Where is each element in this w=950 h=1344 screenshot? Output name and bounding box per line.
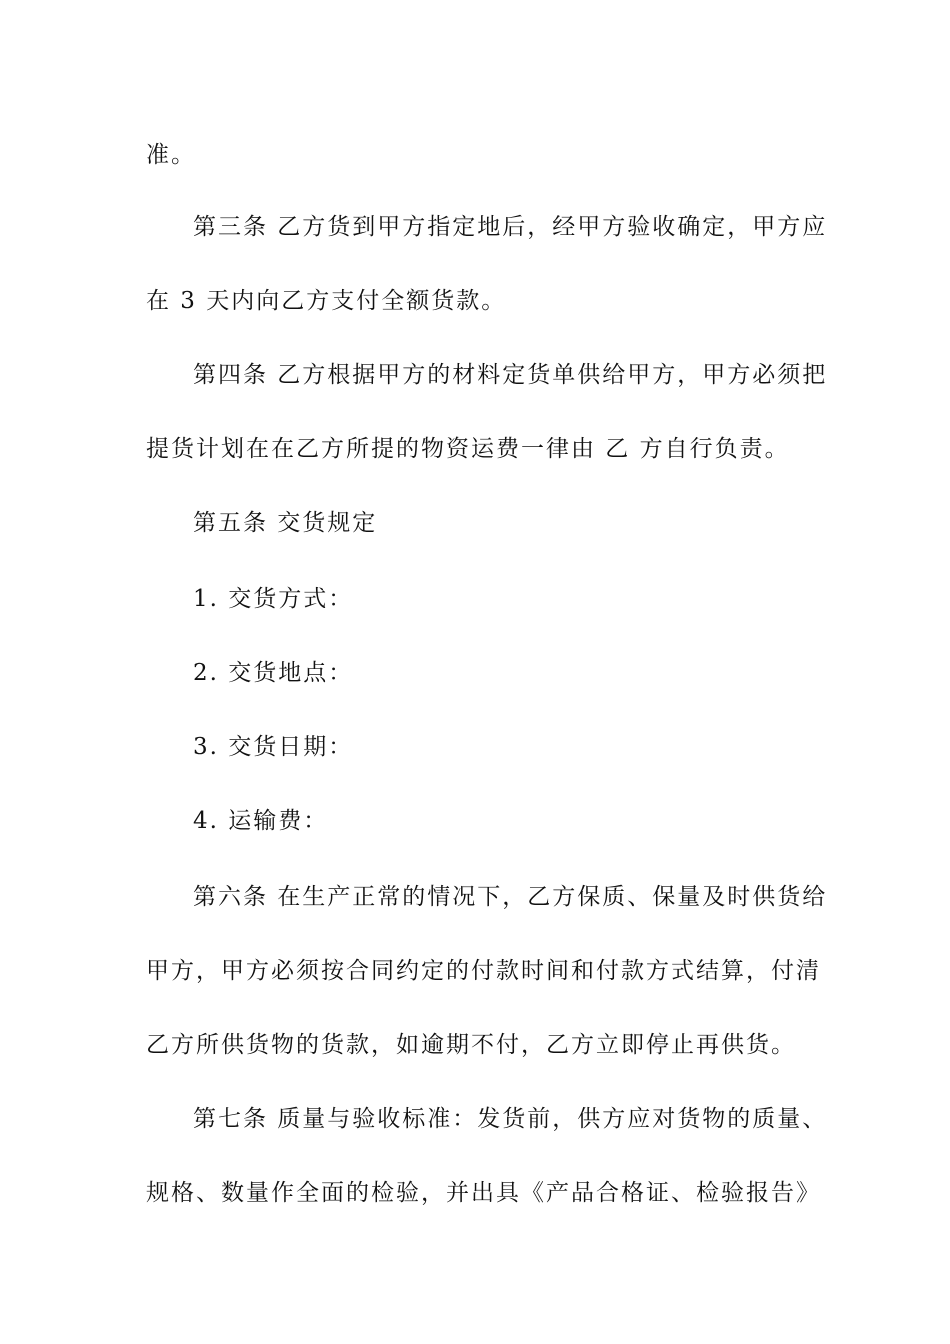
article-5-heading: 第五条 交货规定 xyxy=(193,510,378,536)
delivery-date-item: 3. 交货日期： xyxy=(193,734,354,760)
text-line-1: 准。 xyxy=(146,142,196,168)
article-6-line-1: 第六条 在生产正常的情况下，乙方保质、保量及时供货给 xyxy=(193,884,828,910)
article-3-line-1: 第三条 乙方货到甲方指定地后，经甲方验收确定，甲方应 xyxy=(193,214,828,240)
delivery-method-item: 1. 交货方式： xyxy=(193,586,354,612)
article-7-line-1: 第七条 质量与验收标准：发货前，供方应对货物的质量、 xyxy=(193,1106,828,1132)
article-7-line-2: 规格、数量作全面的检验，并出具《产品合格证、检验报告》 xyxy=(146,1180,821,1206)
article-6-line-3: 乙方所供货物的货款，如逾期不付，乙方立即停止再供货。 xyxy=(146,1032,796,1058)
article-6-line-2: 甲方，甲方必须按合同约定的付款时间和付款方式结算，付清 xyxy=(146,958,821,984)
article-3-line-2: 在 3 天内向乙方支付全额货款。 xyxy=(146,288,507,314)
delivery-location-item: 2. 交货地点： xyxy=(193,660,354,686)
transport-fee-item: 4. 运输费： xyxy=(193,808,329,834)
article-4-line-2: 提货计划在在乙方所提的物资运费一律由 乙 方自行负责。 xyxy=(146,436,790,462)
article-4-line-1: 第四条 乙方根据甲方的材料定货单供给甲方，甲方必须把 xyxy=(193,362,828,388)
